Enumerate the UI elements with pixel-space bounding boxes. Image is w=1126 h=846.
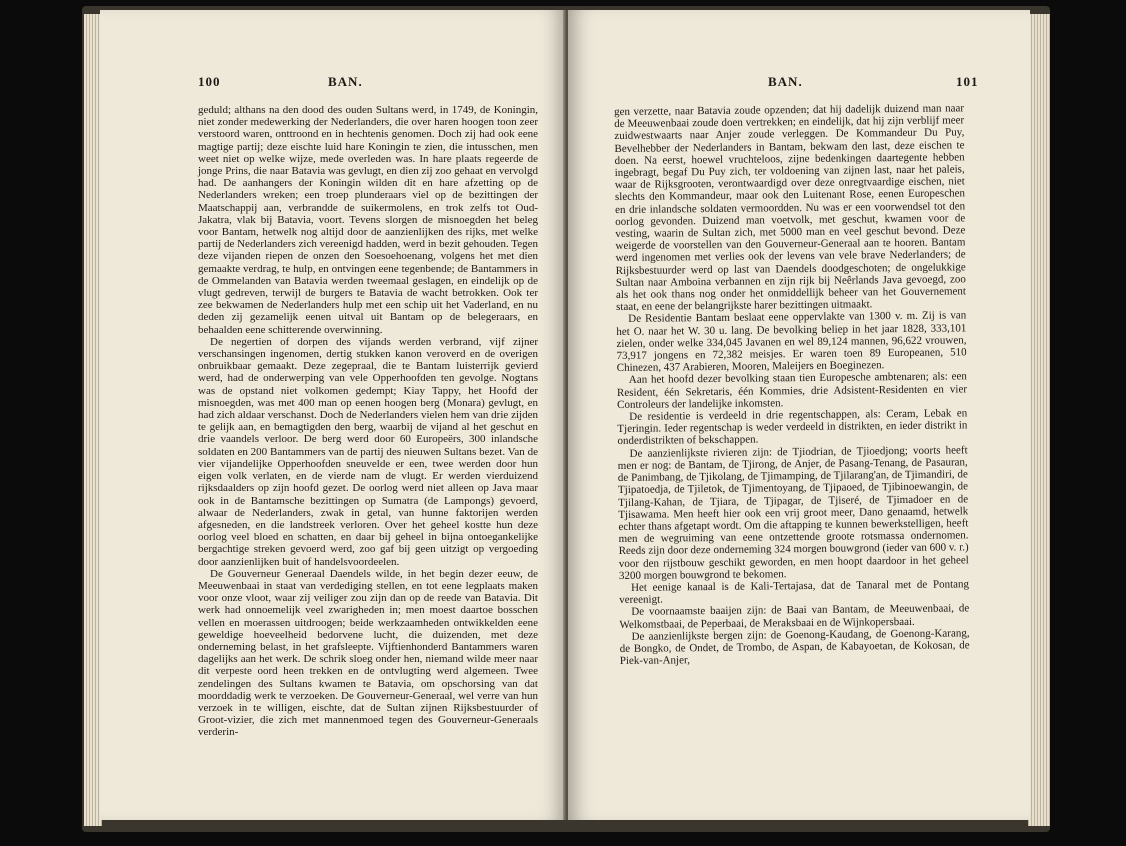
left-page-text bbox=[198, 104, 538, 739]
right-page-text bbox=[614, 102, 970, 667]
paragraph: gen verzette, naar Batavia zoude opzenden; dat hij dadelijk duizend man naar de Meeuwenbaai zoude doen vertrekken; en eindelijk, dat hij zijn verblijf meer zuidwestwaarts naar Anjer zoude verleggen. De Kommandeur Du Puy, Bevelhebber der Nederlanders in Bantam, bekwam den last, deze eischen te doen. Na eerst, hoewel vruchteloos, zijne bedenkingen daartegente hebben ingebragt, begaf Du Puy zich, ter voldoening van zijnen last, naar het paleis, waar de Rijksgrooten, verontwaardigd over deze onregtvaardige eischen, niet slechts den Kommandeur, maar ook den Luitenant Rose, eenen Europeschen en drie inlandsche soldaten vermoordden. Nu was er een voorwendsel tot den oorlog gevonden. Duizend man voetvolk, met geschut, kwamen voor de vesting, waarin de Sultan zich, met 5000 man en veel geschut bevond. Deze weigerde de voorstellen van den Gouverneur-Generaal aan te hooren. Bantam werd ingenomen met verlies ook der levens van vele brave Nederlanders; de Rijksbestuurder werd op last van Daendels doodgeschoten; de ongelukkige Sultan naar Amboina verbannen en zijn rijk bij Neêrlands Java gevoegd, zoo als het ook thans nog onder het onmiddellijk beheer van het Gouvernement staat, en eene der belangrijkste harer bezittingen uitmaakt. bbox=[614, 102, 967, 314]
paragraph: De voornaamste baaijen zijn: de Baai van Bantam, de Meeuwenbaai, de Welkomstbaai, de Peperbaai, de Meraksbaai en de Wijnkopersbaai. bbox=[619, 602, 970, 631]
page-edges-right bbox=[1028, 14, 1050, 826]
right-page bbox=[568, 10, 1030, 820]
paragraph: De residentie is verdeeld in drie regentschappen, als: Ceram, Lebak en Tjeringin. Ieder regentschap is weder verdeeld in distrikten, en ieder distrikt in onderdistrikten of bekschappen. bbox=[617, 407, 968, 448]
running-head-left: BAN. bbox=[328, 74, 363, 89]
page-number-right: 101 bbox=[956, 74, 979, 89]
paragraph: Aan het hoofd dezer bevolking staan tien Europesche ambtenaren; als: een Resident, één Sekretaris, één Kommies, drie Adsistent-Residenten en vier Controleurs der landelijke inkomsten. bbox=[616, 370, 968, 411]
paragraph: De aanzienlijkste rivieren zijn: de Tjiodrian, de Tjioedjong; voorts heeft men er nog: de Bantam, de Tjirong, de Anjer, de Pasang-Tenang, de Pasauran, de Panimbang, de Tjikolang, de Tjimamping, de Tjilarang'an, de Tjimandiri, de Tjipatoedja, de Tjiletok, de Tjimentoyang, de Tjipaoed, de Tjibinoewangin, de Tjilang-Kahan, de Tjiara, de Tjipagar, de Tjiseré, de Tjimadoer en de Tjisawama. Men heeft hier ook een vrij groot meer, Dano genaamd, hetwelk echter thans afgetapt wordt. Om die aftapping te kunnen bewerkstelligen, heeft men de wegruiming van eene ontzettende groote rotsmassa ondernomen. Reeds zijn door deze onderneming 324 morgen bouwgrond (ieder van 600 v. r.) voor den rijstbouw geschikt geworden, en men hoopt daardoor in het geheel 3200 morgen bouwgrond te bekomen. bbox=[617, 444, 969, 582]
paragraph: Het eenige kanaal is de Kali-Tertajasa, dat de Tanaral met de Pontang vereenigt. bbox=[619, 578, 970, 607]
page-number-left: 100 bbox=[198, 74, 221, 89]
paragraph: De Residentie Bantam beslaat eene oppervlakte van 1300 v. m. Zij is van het O. naar het W. 30 u. lang. De bevolking beliep in het jaar 1828, 333,101 zielen, onder welke 334,045 Javanen en wel 89,124 mannen, 96,622 vrouwen, 73,917 jongens en 72,382 meisjes. Er waren toen 89 Europeanen, 510 Chinezen, 437 Arabieren, Mooren, Maleijers en Boeginezen. bbox=[616, 309, 967, 375]
running-head-right: BAN. bbox=[768, 74, 803, 89]
left-page bbox=[100, 10, 566, 820]
paragraph: De aanzienlijkste bergen zijn: de Goenong-Kaudang, de Goenong-Karang, de Bongko, de Ondet, de Trombo, de Aspan, de Kabayoetan, de Kokosan, de Piek-van-Anjer, bbox=[619, 627, 970, 668]
paragraph: De Gouverneur Generaal Daendels wilde, in het begin dezer eeuw, de Meeuwenbaai in staat van verdediging stellen, en tot eene legplaats maken voor onze vloot, waar zij veiliger zou zijn dan op de reede van Batavia. Dit werk had onnoemelijk veel zwarigheden in; men moest daartoe bosschen vellen en moerassen uitdroogen; beide werkzaamheden ontwikkelden eene geweldige hoeveelheid bedorvene lucht, die duizenden, met deze onderneming belast, in het grafsleepte. Vijftienhonderd Bantammers waren dagelijks aan het werk. De schrik sloeg onder hen, niemand wilde meer naar dit verpeste oord heen trekken en de ontvlugting werd algemeen. Twee zendelingen des Sultans kwamen te Batavia, om opschorsing van dat moorddadig werk te verzoeken. De Gouverneur-Generaal, wel verre van hun verzoek in te willigen, eischte, dat de Sultan zijnen Rijksbestuurder of Groot-vizier, die zich met mannenmoed tegen des Gouverneur-Generaals verderin- bbox=[198, 567, 538, 739]
paragraph: De negertien of dorpen des vijands werden verbrand, vijf zijner verschansingen ingenomen, dertig stukken kanon veroverd en de overigen onbruikbaar gemaakt. Deze zegepraal, die te Bantam luisterrijk gevierd werd, had de onderwerping van vele Opperhoofden ten gevolge. Nogtans was de opstand niet volkomen gedempt; Kiay Tappy, het Hoofd der misnoegden, was met 400 man op eenen hoogen berg (Monara) gevlugt, en had zich aldaar verschanst. Doch de Nederlanders vielen hem van drie zijden te gelijk aan, en bemagtigden den berg, waarbij de vijand al het geschut en drie vaandels verloor. De berg werd door 60 Europeërs, 300 inlandsche soldaten en 200 Bantammers van de partij des nieuwen Sultans bezet. Van de vier vijandelijke Opperhoofden sneuvelde er een, twee werden door hun eigen volk verlaten, en de vierde nam de vlugt. Er werden vierduizend rijksdaalders op zijn hoofd gezet. De oorlog werd niet alleen op Java maar ook in de Bantamsche bezittingen op Sumatra (de Lampongs) gevoerd, alwaar de Nederlanders, zwak in getal, van hunne faktorijen werden afgesneden, en die landstreek verloren. Over het geheel kostte hun deze oorlog veel bloed en schatten, en daar bij geheel in bijna ontoegankelijke bergachtige streken gevoerd werd, zoo gaf bij geen uitzigt op vergoeding door aanzienlijken buit of handelsvoordeelen. bbox=[198, 335, 538, 568]
paragraph: geduld; althans na den dood des ouden Sultans werd, in 1749, de Koningin, niet zonder medewerking der Nederlanders, die over haren hoogen toon zeer verstoord waren, onttroond en in hechtenis genomen. Doch zij had ook eene magtige partij; deze eischte luid hare Koningin te zien, die intusschen, men weet niet op welke wijze, mede overleden was. In hare plaats regeerde de jonge Prins, die naar Batavia was gevlugt, en dien zij zoo gehaat en vervolgd had. De aanhangers der Koningin wilden dit en hare afzetting op de Nederlanders wreken; een troep plunderaars viel op de bezittingen der Maatschappij aan, verbrandde de suikermolens, en trok zelfs tot Oud-Jakatra, vlak bij Batavia, voort. Tevens slorgen de misnoegden het beleg voor Bantam, hetwelk nog altijd door de aanzienlijken des rijks, met welke partij de Nederlanders zich vereenigd hadden, werd in bezit gehouden. Tegen deze vijanden riepen de onzen den Soesoehoenang, volgens het met dien gemaakte verdrag, te hulp, en ontvingen eene tegenbende; de Bantammers in de Ommelanden van Batavia werden tweemaal geslagen, en eindelijk op de vlugt gedreven, terwijl de burgers te Batavia de wacht betrokken. Ook ter zee bekwamen de Nederlanders hulp met een schip uit het Vaderland, en nu deden zij gezamelijk eenen uitval uit Bantam op de belegeraars, en behaalden eene schitterende overwinning. bbox=[198, 104, 538, 336]
